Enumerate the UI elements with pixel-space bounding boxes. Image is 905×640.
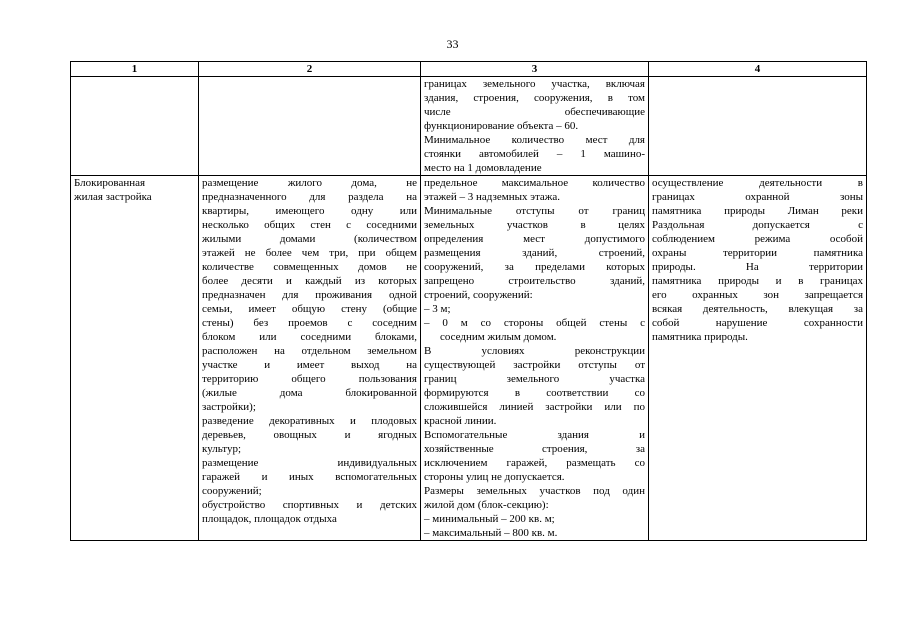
text-line: Минимальные отступы от границ bbox=[424, 205, 645, 217]
text-line: соблюдением режима особой bbox=[652, 233, 863, 245]
text-line: границах земельного участка, включая bbox=[424, 78, 645, 90]
text-line: собой нарушение сохранности bbox=[652, 317, 863, 329]
table-cell bbox=[199, 77, 421, 176]
text-line: (жилые дома блокированной bbox=[202, 387, 417, 399]
text-line: природы. На территории bbox=[652, 261, 863, 273]
text-line: хозяйственные строения, за bbox=[424, 443, 645, 455]
text-line: обустройство спортивных и детских bbox=[202, 499, 417, 511]
text-line: Раздольная допускается с bbox=[652, 219, 863, 231]
text-line: жилыми домами (количеством bbox=[202, 233, 417, 245]
list-item: – максимальный – 800 кв. м. bbox=[424, 527, 558, 539]
text-line: стоянки автомобилей – 1 машино- bbox=[424, 148, 645, 160]
text-line: В условиях реконструкции bbox=[424, 345, 645, 357]
text-line: размещения зданий, строений, bbox=[424, 247, 645, 259]
text-line: памятника природы Лиман реки bbox=[652, 205, 863, 217]
text-line: несколько общих стен с соседними bbox=[202, 219, 417, 231]
text-line: красной линии. bbox=[424, 415, 497, 427]
text-line: границ земельного участка bbox=[424, 373, 645, 385]
table-cell bbox=[71, 77, 199, 176]
text-line: исключением гаражей, размещать со bbox=[424, 457, 645, 469]
text-line: определения мест допустимого bbox=[424, 233, 645, 245]
text-line: Минимальное количество мест для bbox=[424, 134, 645, 146]
text-line: сооружений; bbox=[202, 485, 262, 497]
table-cell bbox=[649, 176, 867, 541]
text-line: разведение декоративных и плодовых bbox=[202, 415, 417, 427]
regulations-table bbox=[70, 61, 867, 541]
column-header: 2 bbox=[199, 62, 421, 77]
page-number: 33 bbox=[446, 37, 459, 51]
table-cell bbox=[421, 77, 649, 176]
text-line: площадок, площадок отдыха bbox=[202, 513, 337, 525]
text-line: памятника природы и в границах bbox=[652, 275, 863, 287]
land-use-name: жилая застройка bbox=[74, 191, 152, 203]
column-header: 3 bbox=[421, 62, 649, 77]
text-line: семьи, имеет общую стену (общие bbox=[202, 303, 417, 315]
text-line: этажей не более чем три, при общем bbox=[202, 247, 417, 259]
text-line: стороны улиц не допускается. bbox=[424, 471, 565, 483]
text-line: блоком или соседними блоками, bbox=[202, 331, 417, 343]
text-line: расположен на отдельном земельном bbox=[202, 345, 417, 357]
text-line: здания, строения, сооружения, в том bbox=[424, 92, 645, 104]
text-line: предназначен для проживания одной bbox=[202, 289, 417, 301]
text-line: предельное максимальное количество bbox=[424, 177, 645, 189]
text-line: функционирование объекта – 60. bbox=[424, 120, 579, 132]
text-line: всякая деятельность, влекущая за bbox=[652, 303, 863, 315]
text-line: сложившейся линией застройки или по bbox=[424, 401, 645, 413]
text-line: более десяти и каждый из которых bbox=[202, 275, 417, 287]
text-line: культур; bbox=[202, 443, 242, 455]
list-item: – 3 м; bbox=[424, 303, 451, 315]
text-line: запрещено строительство зданий, bbox=[424, 275, 645, 287]
text-line: охраны территории памятника bbox=[652, 247, 863, 259]
column-header: 1 bbox=[71, 62, 199, 77]
text-line: квартиры, имеющего одну или bbox=[202, 205, 417, 217]
text-line: строений, сооружений: bbox=[424, 289, 533, 301]
text-line: жилой дом (блок-секцию): bbox=[424, 499, 549, 511]
text-line: деревьев, овощных и ягодных bbox=[202, 429, 417, 441]
table-cell bbox=[199, 176, 421, 541]
text-line: соседним жилым домом. bbox=[440, 331, 557, 343]
text-line: памятника природы. bbox=[652, 331, 748, 343]
text-line: территорию общего пользования bbox=[202, 373, 417, 385]
table-header-row bbox=[71, 62, 867, 77]
text-line: его охранных зон запрещается bbox=[652, 289, 863, 301]
text-line: границах охранной зоны bbox=[652, 191, 863, 203]
text-line: земельных участков в целях bbox=[424, 219, 645, 231]
text-line: место на 1 домовладение bbox=[424, 162, 542, 174]
column-header: 4 bbox=[649, 62, 867, 77]
text-line: размещение жилого дома, не bbox=[202, 177, 417, 189]
text-line: числе обеспечивающие bbox=[424, 106, 645, 118]
text-line: участке и имеет выход на bbox=[202, 359, 417, 371]
text-line: размещение индивидуальных bbox=[202, 457, 417, 469]
text-line: осуществление деятельности в bbox=[652, 177, 863, 189]
text-line: формируются в соответствии со bbox=[424, 387, 645, 399]
text-line: предназначенного для раздела на bbox=[202, 191, 417, 203]
list-item: – минимальный – 200 кв. м; bbox=[424, 513, 555, 525]
text-line: сооружений, за пределами которых bbox=[424, 261, 645, 273]
text-line: застройки); bbox=[202, 401, 256, 413]
list-item: – 0 м со стороны общей стены с bbox=[424, 317, 645, 329]
text-line: гаражей и иных вспомогательных bbox=[202, 471, 417, 483]
table-row bbox=[71, 77, 867, 176]
text-line: стены) без проемов с соседним bbox=[202, 317, 417, 329]
table-cell bbox=[71, 176, 199, 541]
text-line: количестве совмещенных домов не bbox=[202, 261, 417, 273]
text-line: Вспомогательные здания и bbox=[424, 429, 645, 441]
land-use-name: Блокированная bbox=[74, 177, 146, 189]
table-cell bbox=[649, 77, 867, 176]
text-line: существующей застройки отступы от bbox=[424, 359, 645, 371]
text-line: Размеры земельных участков под один bbox=[424, 485, 645, 497]
text-line: этажей – 3 надземных этажа. bbox=[424, 191, 561, 203]
table-cell bbox=[421, 176, 649, 541]
table-row bbox=[71, 176, 867, 541]
